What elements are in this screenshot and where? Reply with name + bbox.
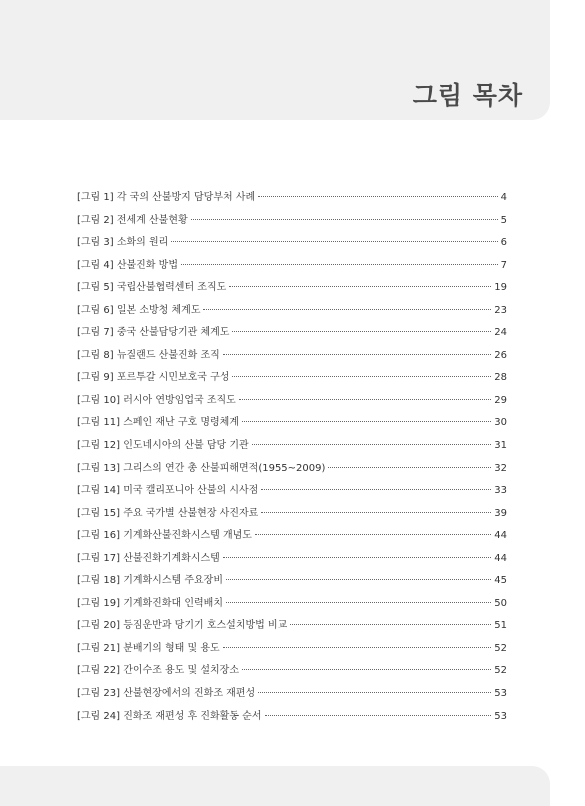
toc-entry[interactable] <box>77 435 507 458</box>
toc-entry-label: [그림 5] 국립산불협력센터 조직도 <box>77 282 227 294</box>
toc-entry[interactable] <box>77 593 507 616</box>
toc-entry-label: [그림 11] 스페인 재난 구호 명령체계 <box>77 417 240 429</box>
toc-entry[interactable] <box>77 300 507 323</box>
dot-leader <box>229 285 491 287</box>
toc-entry[interactable] <box>77 706 507 729</box>
toc-entry-label: [그림 18] 기계화시스템 주요장비 <box>77 575 223 587</box>
toc-entry[interactable] <box>77 525 507 548</box>
toc-entry-page-number: 33 <box>494 485 507 497</box>
toc-entry-page-number: 44 <box>494 552 507 564</box>
toc-entry-page-number: 45 <box>494 575 507 587</box>
toc-entry-page-number: 28 <box>494 372 507 384</box>
dot-leader <box>181 263 498 265</box>
toc-entry-page-number: 51 <box>494 620 507 632</box>
toc-entry-label: [그림 23] 산불현장에서의 진화조 재편성 <box>77 688 256 700</box>
toc-entry-label: [그림 15] 주요 국가별 산불현장 사진자료 <box>77 507 259 519</box>
toc-entry-label: [그림 6] 일본 소방청 체계도 <box>77 304 201 316</box>
toc-entry-page-number: 52 <box>494 665 507 677</box>
toc-entry-label: [그림 1] 각 국의 산불방지 담당부처 사례 <box>77 192 256 203</box>
toc-entry[interactable] <box>77 277 507 300</box>
toc-entry[interactable] <box>77 255 507 278</box>
toc-entry[interactable] <box>77 503 507 526</box>
toc-entry-label: [그림 14] 미국 캘리포니아 산불의 시사점 <box>77 485 259 497</box>
table-of-figures <box>77 187 507 728</box>
toc-entry-label: [그림 19] 기계화진화대 인력배치 <box>77 597 223 609</box>
toc-entry[interactable] <box>77 683 507 706</box>
dot-leader <box>242 668 491 670</box>
dot-leader <box>232 375 491 377</box>
toc-entry-page-number: 7 <box>500 259 507 271</box>
dot-leader <box>191 218 498 220</box>
toc-entry[interactable] <box>77 660 507 683</box>
toc-entry-page-number: 31 <box>494 440 507 452</box>
toc-entry-label: [그림 7] 중국 산불담당기관 체계도 <box>77 327 230 339</box>
toc-entry-page-number: 50 <box>494 597 507 609</box>
dot-leader <box>226 601 491 603</box>
toc-entry[interactable] <box>77 187 507 210</box>
dot-leader <box>265 714 492 716</box>
toc-entry-label: [그림 16] 기계화산불진화시스템 개념도 <box>77 530 252 542</box>
toc-entry[interactable] <box>77 210 507 233</box>
toc-entry-label: [그림 10] 러시아 연방임업국 조직도 <box>77 394 236 406</box>
toc-entry-page-number: 5 <box>500 214 507 226</box>
toc-entry-label: [그림 20] 등짐운반과 당기기 호스설치방법 비교 <box>77 620 288 632</box>
toc-entry-label: [그림 2] 전세계 산불현황 <box>77 214 188 226</box>
toc-entry-page-number: 32 <box>494 462 507 474</box>
toc-entry[interactable] <box>77 570 507 593</box>
dot-leader <box>261 511 491 513</box>
toc-entry-label: [그림 4] 산불진화 방법 <box>77 259 178 271</box>
toc-entry[interactable] <box>77 480 507 503</box>
dot-leader <box>239 398 491 400</box>
toc-entry-page-number: 23 <box>494 304 507 316</box>
page-title: 그림 목차 <box>412 81 523 110</box>
dot-leader <box>258 691 491 693</box>
toc-entry-page-number: 39 <box>494 507 507 519</box>
dot-leader <box>258 195 497 197</box>
dot-leader <box>328 466 491 468</box>
toc-entry-page-number: 26 <box>494 349 507 361</box>
toc-entry-page-number: 30 <box>494 417 507 429</box>
dot-leader <box>255 533 491 535</box>
dot-leader <box>171 240 497 242</box>
toc-entry[interactable] <box>77 638 507 661</box>
dot-leader <box>252 443 492 445</box>
toc-entry-label: [그림 12] 인도네시아의 산불 담당 기관 <box>77 440 249 452</box>
toc-entry-page-number: 19 <box>494 282 507 294</box>
dot-leader <box>232 330 491 332</box>
toc-entry[interactable] <box>77 390 507 413</box>
toc-entry[interactable] <box>77 615 507 638</box>
toc-entry[interactable] <box>77 322 507 345</box>
toc-entry-label: [그림 8] 뉴질랜드 산불진화 조직 <box>77 349 220 361</box>
toc-entry-label: [그림 13] 그리스의 연간 총 산불피해면적(1955~2009) <box>77 462 326 474</box>
toc-entry-page-number: 53 <box>494 688 507 700</box>
toc-entry[interactable] <box>77 345 507 368</box>
toc-entry-page-number: 53 <box>494 710 507 722</box>
dot-leader <box>242 420 491 422</box>
toc-entry-label: [그림 24] 진화조 재편성 후 진화활동 순서 <box>77 710 262 722</box>
toc-entry-label: [그림 3] 소화의 원리 <box>77 237 169 249</box>
dot-leader <box>290 623 491 625</box>
dot-leader <box>223 646 492 648</box>
dot-leader <box>226 578 491 580</box>
toc-entry-page-number: 29 <box>494 394 507 406</box>
footer-band <box>0 766 550 806</box>
toc-entry-label: [그림 21] 분배기의 형태 및 용도 <box>77 642 220 654</box>
toc-entry-page-number: 6 <box>500 237 507 249</box>
toc-entry-label: [그림 22] 간이수조 용도 및 설치장소 <box>77 665 240 677</box>
dot-leader <box>223 353 491 355</box>
toc-entry[interactable] <box>77 367 507 390</box>
toc-entry-page-number: 44 <box>494 530 507 542</box>
toc-entry-label: [그림 9] 포르투갈 시민보호국 구성 <box>77 372 230 384</box>
toc-entry-page-number: 24 <box>494 327 507 339</box>
toc-entry-page-number: 4 <box>500 192 507 203</box>
dot-leader <box>203 308 491 310</box>
dot-leader <box>223 556 491 558</box>
toc-entry[interactable] <box>77 412 507 435</box>
toc-entry[interactable] <box>77 548 507 571</box>
toc-entry[interactable] <box>77 458 507 481</box>
toc-entry-label: [그림 17] 산불진화기계화시스템 <box>77 552 220 564</box>
toc-entry-page-number: 52 <box>494 642 507 654</box>
toc-entry[interactable] <box>77 232 507 255</box>
dot-leader <box>261 488 491 490</box>
